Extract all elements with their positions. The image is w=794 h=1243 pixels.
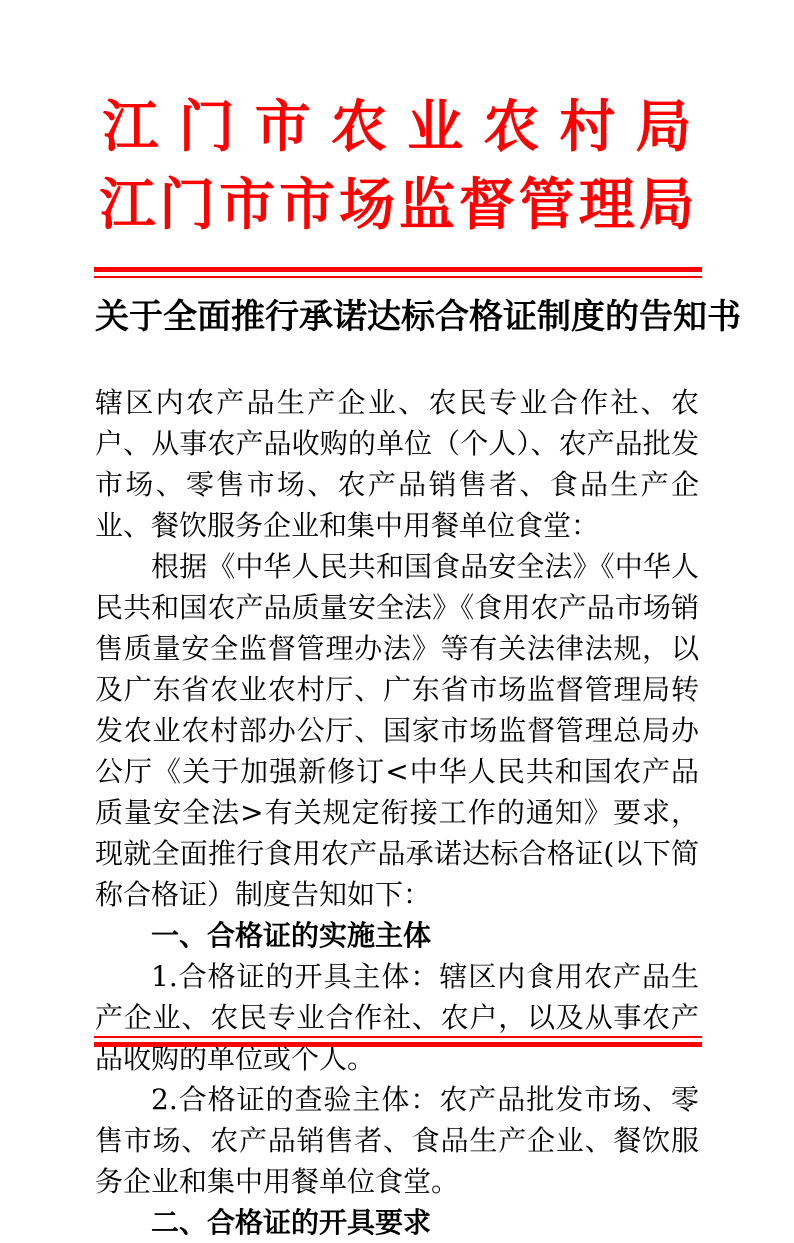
legal-basis-paragraph: 根据《中华人民共和国食品安全法》《中华人民共和国农产品质量安全法》《食用农产品市场销售质量安全监督管理办法》等有关法律法规，以及广东省农业农村厅、广东省市场监督管理局转发农业农村部办公厅、国家市场监督管理总局办公厅《关于加强新修订<中华人民共和国农产品质量安全法>有关规定衔接工作的通知》要求，现就全面推行食用农产品承诺达标合格证(以下简称合格证）制度告知如下： (95, 550, 699, 911)
section-heading-2: 二、合格证的开具要求 (151, 1206, 432, 1239)
addressee-paragraph: 辖区内农产品生产企业、农民专业合作社、农户、从事农产品收购的单位（个人）、农产品批发市场、零售市场、农产品销售者、食品生产企业、餐饮服务企业和集中用餐单位食堂： (95, 386, 699, 542)
top-double-rule (94, 267, 702, 278)
section-heading-1: 一、合格证的实施主体 (151, 919, 432, 952)
item-2-paragraph: 2.合格证的查验主体：农产品批发市场、零售市场、农产品销售者、食品生产企业、餐饮服务企业和集中用餐单位食堂。 (95, 1083, 699, 1198)
document-title: 关于全面推行承诺达标合格证制度的告知书 (95, 297, 741, 337)
letterhead (0, 88, 794, 244)
document-body (95, 382, 699, 1243)
agency-name-line2: 江门市市场监督管理局 (99, 172, 699, 238)
item-1-paragraph: 1.合格证的开具主体：辖区内食用农产品生产企业、农民专业合作社、农户，以及从事农产品收购的单位或个人。 (95, 960, 699, 1075)
bottom-double-rule (94, 1036, 702, 1047)
agency-name-line1: 江门市农业农村局 (102, 94, 712, 160)
